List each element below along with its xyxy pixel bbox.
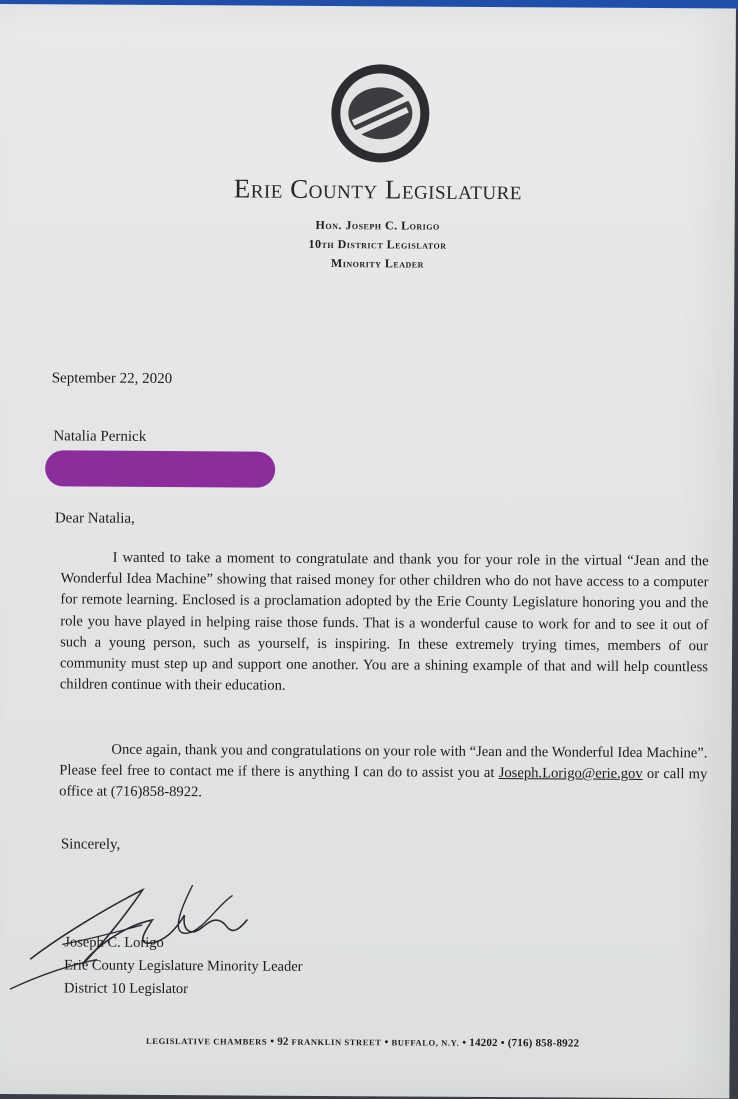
letterhead-footer: LEGISLATIVE CHAMBERS • 92 FRANKLIN STREET • BUFFALO, N.Y. • 14202 • (716) 858-8922 xyxy=(146,1035,580,1050)
footer-zip: 14202 xyxy=(469,1036,498,1050)
paragraph-2-text: Once again, thank you and congratulations on your role with “Jean and the Wonderful Idea Machine”. Please feel free to contact me if there is anything I can do to assist you at xyxy=(59,741,708,782)
footer-street: FRANKLIN STREET xyxy=(291,1036,382,1048)
letterhead-name: Hon. Joseph C. Lorigo xyxy=(315,217,440,233)
body-paragraph-2 xyxy=(59,739,707,807)
signer-title: Erie County Legislature Minority Leader xyxy=(64,957,303,975)
footer-street-number: 92 xyxy=(277,1035,289,1048)
salutation: Dear Natalia, xyxy=(54,510,135,527)
email-link[interactable]: Joseph.Lorigo@erie.gov xyxy=(498,765,643,783)
closing: Sincerely, xyxy=(60,836,121,853)
county-seal xyxy=(331,64,430,163)
letterhead-district: 10th District Legislator xyxy=(308,236,447,252)
redaction-bar xyxy=(45,450,275,487)
body-paragraph-1 xyxy=(60,547,709,699)
letterhead-title: Erie County Legislature xyxy=(233,173,523,206)
letter-page xyxy=(0,4,736,1098)
letterhead-role: Minority Leader xyxy=(330,256,424,271)
footer-city: BUFFALO, N.Y. xyxy=(391,1037,460,1048)
footer-phone: (716) 858-8922 xyxy=(507,1037,580,1050)
recipient-name: Natalia Pernick xyxy=(53,428,147,445)
paragraph-2-end: or call my office at (716)858-8922. xyxy=(59,766,708,801)
signer-district: District 10 Legislator xyxy=(63,980,189,998)
signer-name: Joseph C. Lorigo xyxy=(64,934,164,952)
paragraph-1-text: I wanted to take a moment to congratulate and thank you for your role in the virtual “Jean and the Wonderful Idea Machine” showing that raised money for other children who do not have access to a computer for remote learning. Enclosed is a proclamation adopted by the Erie County Legislature honoring you and the role you have played in helping raise those funds. That is a wonderful cause to work for and to see it out of such a young person, such as yourself, is inspiring. In these extremely trying times, members of our community must step up and support one another. You are a shining example of that and will help countless children continue with their education. xyxy=(59,549,709,694)
letter-date: September 22, 2020 xyxy=(51,370,173,388)
footer-chambers: LEGISLATIVE CHAMBERS xyxy=(146,1035,268,1047)
